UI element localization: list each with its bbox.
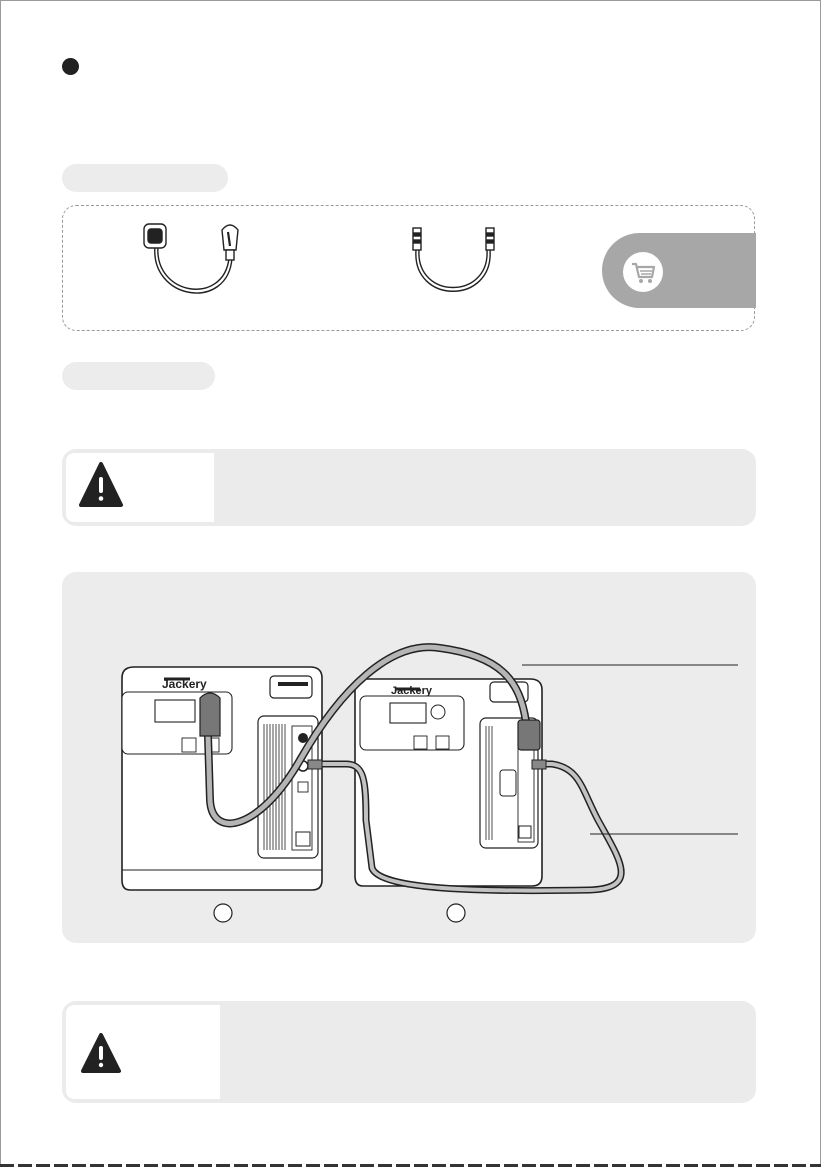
unit-1-brand: Jackery [162, 677, 207, 691]
unit-1-marker [214, 904, 232, 922]
warning-box-2 [62, 1001, 756, 1103]
warning-triangle-icon [66, 1005, 220, 1099]
warning-icon-panel [66, 1005, 220, 1099]
unit-2-marker [447, 904, 465, 922]
unit-2-brand: Jackery [391, 685, 432, 697]
power-station-unit-2 [355, 679, 542, 886]
